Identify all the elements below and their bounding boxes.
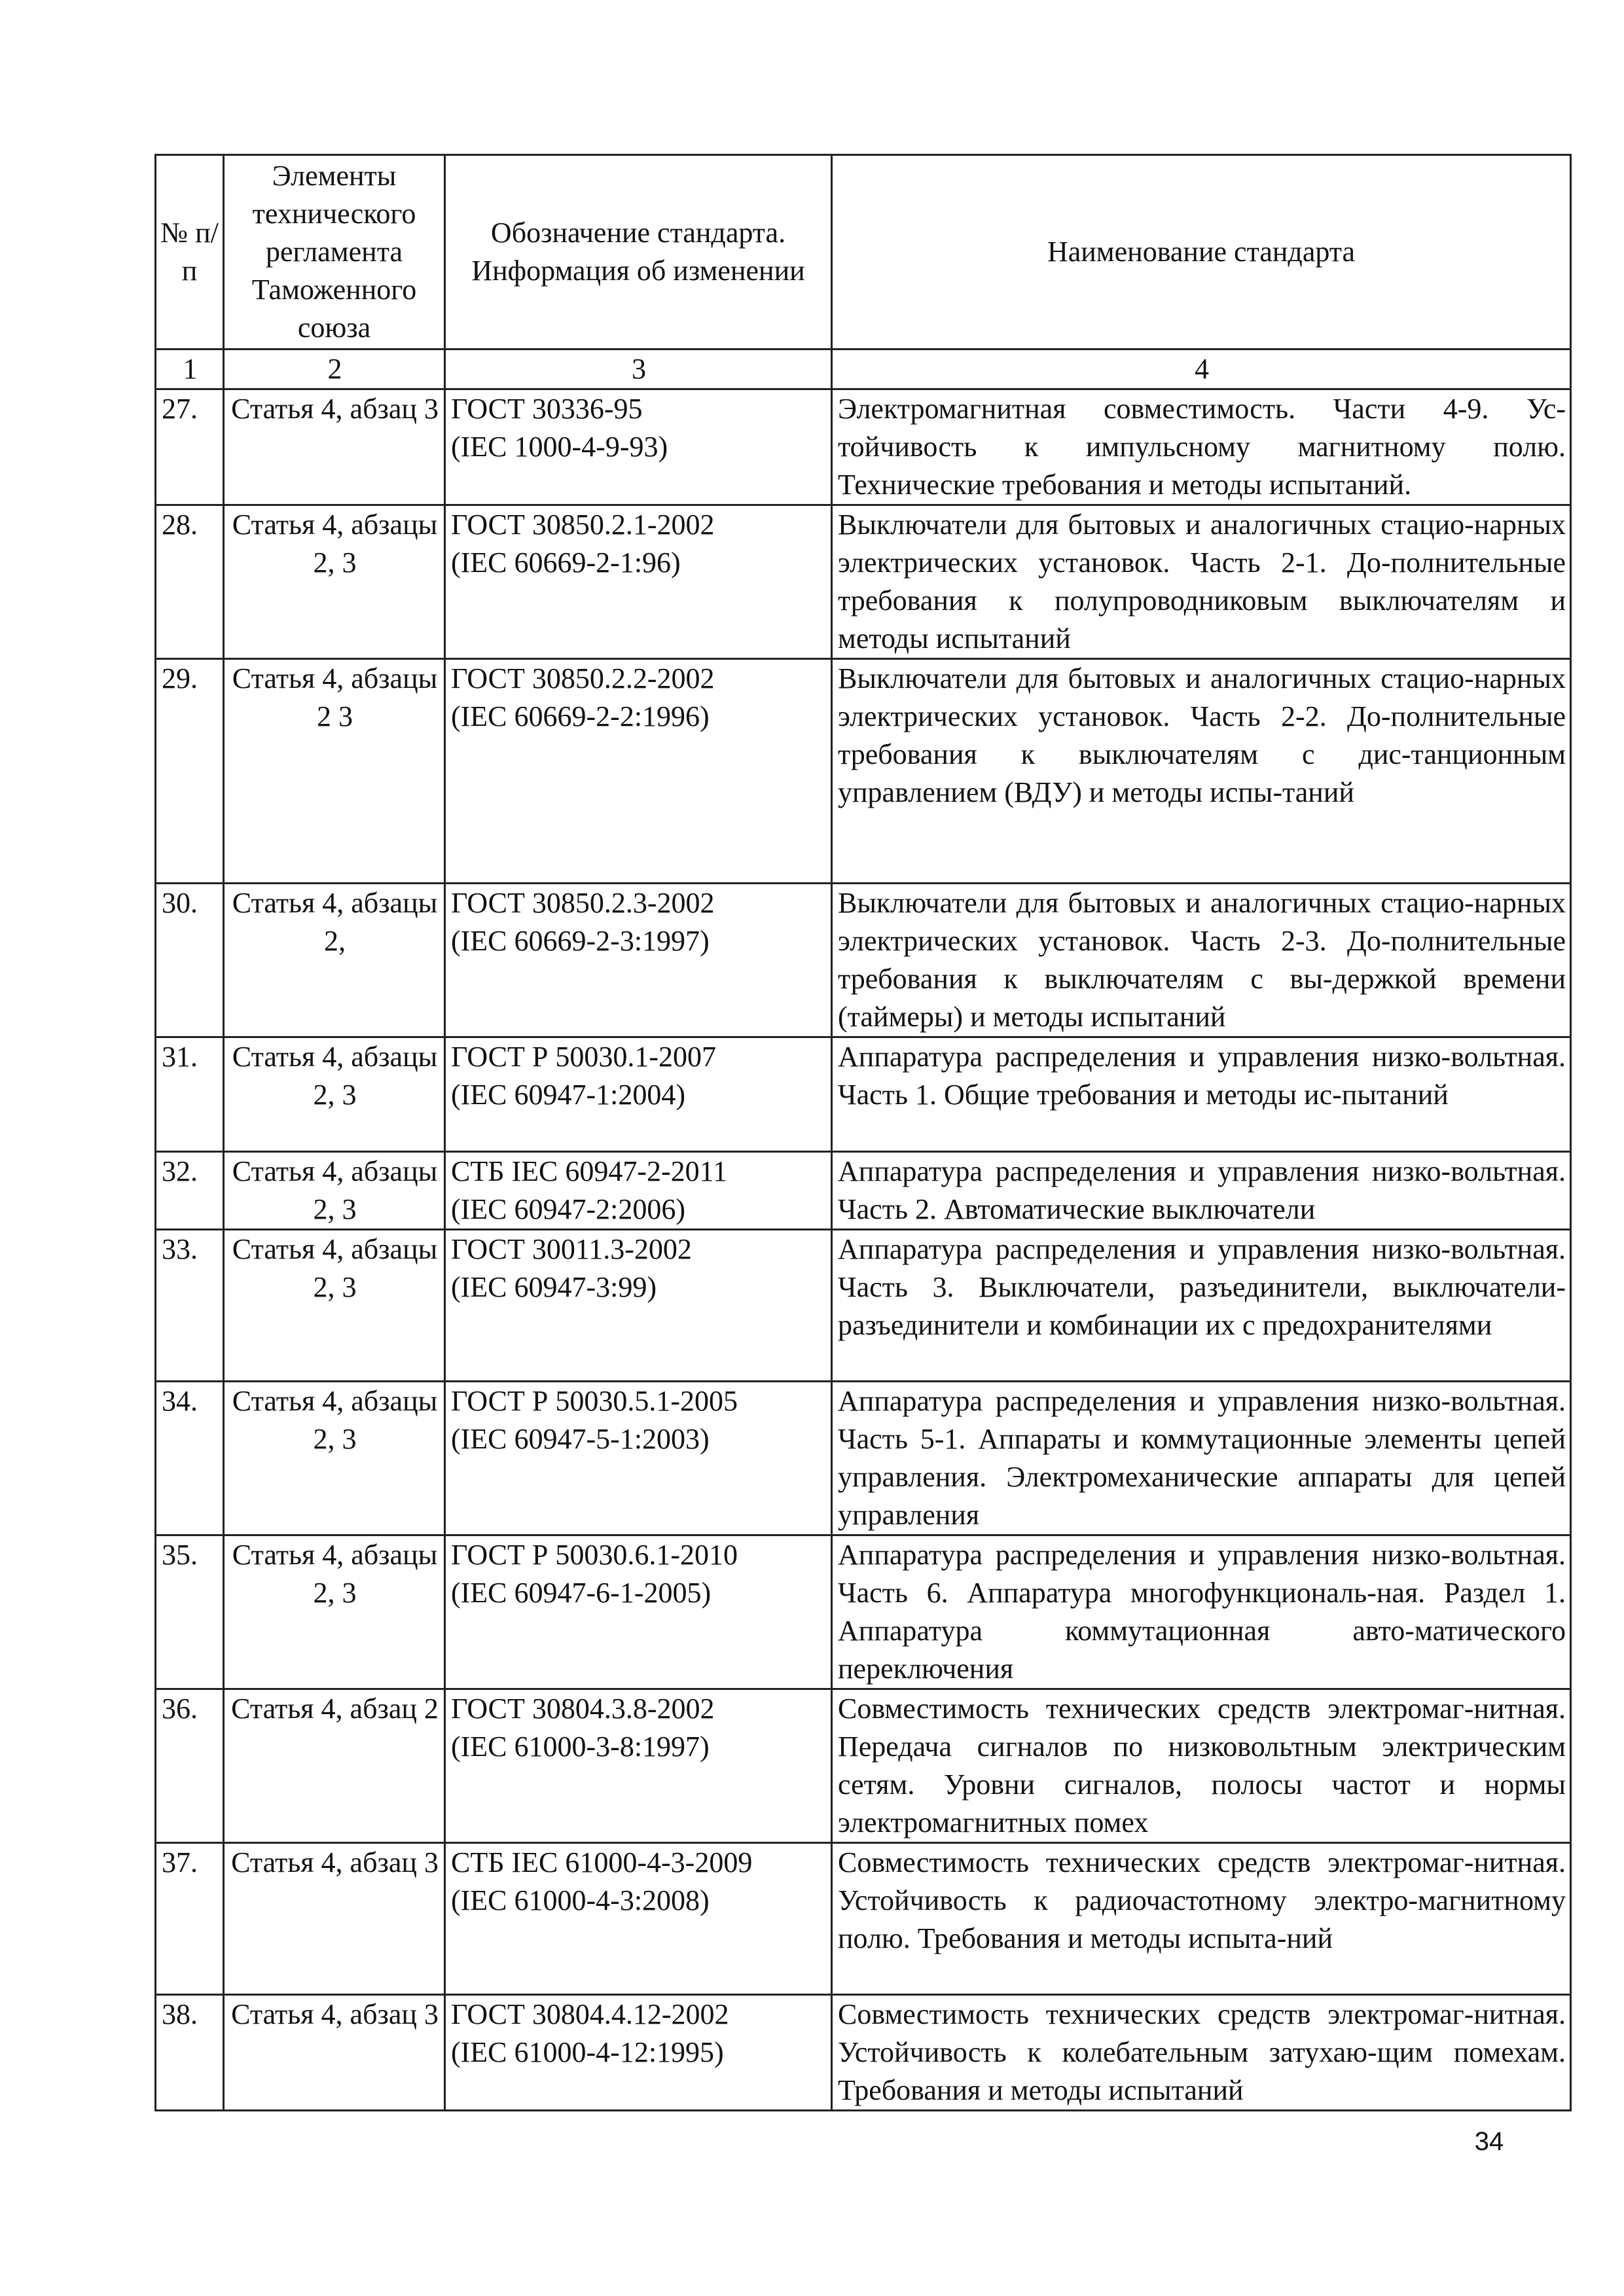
- row-standard: СТБ IEC 61000-4-3-2009 (IEC 61000-4-3:2008): [445, 1843, 832, 1995]
- row-name: Совместимость технических средств электромаг-нитная. Передача сигналов по низковольтным электрическим сетям. Уровни сигналов, полосы частот и нормы электромагнитных помех: [832, 1689, 1571, 1843]
- row-element: Статья 4, абзац 2: [224, 1689, 445, 1843]
- table-row: [156, 1037, 1571, 1152]
- row-element: Статья 4, абзацы 2, 3: [224, 1037, 445, 1152]
- row-element: Статья 4, абзацы 2, 3: [224, 1535, 445, 1689]
- row-number: 35.: [156, 1535, 224, 1689]
- row-number: 37.: [156, 1843, 224, 1995]
- row-element: Статья 4, абзац 3: [224, 1995, 445, 2111]
- row-standard: ГОСТ 30336-95 (IEC 1000-4-9-93): [445, 389, 832, 505]
- column-number: 3: [445, 350, 832, 389]
- row-number: 28.: [156, 505, 224, 659]
- row-standard: ГОСТ 30850.2.2-2002 (IEC 60669-2-2:1996): [445, 659, 832, 884]
- table-row: [156, 1535, 1571, 1689]
- row-element: Статья 4, абзац 3: [224, 1843, 445, 1995]
- header-element: Элементы технического регламента Таможенного союза: [224, 155, 445, 350]
- row-name: Выключатели для бытовых и аналогичных стацио-нарных электрических установок. Часть 2-1. До-полнительные требования к полупроводниковым выключателям и методы испытаний: [832, 505, 1571, 659]
- row-number: 32.: [156, 1152, 224, 1230]
- row-standard: ГОСТ 30804.3.8-2002 (IEC 61000-3-8:1997): [445, 1689, 832, 1843]
- table-row: [156, 884, 1571, 1037]
- row-standard: ГОСТ Р 50030.1-2007 (IEC 60947-1:2004): [445, 1037, 832, 1152]
- row-number: 27.: [156, 389, 224, 505]
- row-element: Статья 4, абзац 3: [224, 389, 445, 505]
- row-standard: ГОСТ Р 50030.6.1-2010 (IEC 60947-6-1-2005): [445, 1535, 832, 1689]
- row-name: Аппаратура распределения и управления низко-вольтная. Часть 3. Выключатели, разъединители, выключатели-разъединители и комбинации их с предохранителями: [832, 1230, 1571, 1382]
- row-number: 29.: [156, 659, 224, 884]
- row-element: Статья 4, абзацы 2, 3: [224, 1230, 445, 1382]
- row-standard: ГОСТ 30850.2.1-2002 (IEC 60669-2-1:96): [445, 505, 832, 659]
- table-row: [156, 1382, 1571, 1535]
- table-row: [156, 1843, 1571, 1995]
- row-element: Статья 4, абзацы 2, 3: [224, 1152, 445, 1230]
- row-element: Статья 4, абзацы 2, 3: [224, 1382, 445, 1535]
- row-standard: ГОСТ Р 50030.5.1-2005 (IEC 60947-5-1:2003): [445, 1382, 832, 1535]
- table-row: [156, 505, 1571, 659]
- row-standard: СТБ IEC 60947-2-2011 (IEC 60947-2:2006): [445, 1152, 832, 1230]
- table-header-row: [156, 155, 1571, 350]
- row-name: Аппаратура распределения и управления низко-вольтная. Часть 6. Аппаратура многофункциональ-ная. Раздел 1. Аппаратура коммутационная авто-матического переключения: [832, 1535, 1571, 1689]
- row-number: 38.: [156, 1995, 224, 2111]
- header-name: Наименование стандарта: [832, 155, 1571, 350]
- page-number: 34: [1474, 2127, 1504, 2156]
- row-name: Аппаратура распределения и управления низко-вольтная. Часть 2. Автоматические выключатели: [832, 1152, 1571, 1230]
- row-name: Выключатели для бытовых и аналогичных стацио-нарных электрических установок. Часть 2-3. До-полнительные требования к выключателям с вы-держкой времени (таймеры) и методы испытаний: [832, 884, 1571, 1037]
- row-number: 33.: [156, 1230, 224, 1382]
- row-standard: ГОСТ 30804.4.12-2002 (IEC 61000-4-12:1995): [445, 1995, 832, 2111]
- standards-table: [154, 154, 1572, 2111]
- table-row: [156, 659, 1571, 884]
- row-name: Совместимость технических средств электромаг-нитная. Устойчивость к радиочастотному электро-магнитному полю. Требования и методы испыта-ний: [832, 1843, 1571, 1995]
- header-num: № п/п: [156, 155, 224, 350]
- row-name: Аппаратура распределения и управления низко-вольтная. Часть 1. Общие требования и методы ис-пытаний: [832, 1037, 1571, 1152]
- column-number: 1: [156, 350, 224, 389]
- table-row: [156, 1995, 1571, 2111]
- row-number: 31.: [156, 1037, 224, 1152]
- table-row: [156, 1152, 1571, 1230]
- row-standard: ГОСТ 30850.2.3-2002 (IEC 60669-2-3:1997): [445, 884, 832, 1037]
- header-standard: Обозначение стандарта. Информация об изменении: [445, 155, 832, 350]
- row-element: Статья 4, абзацы 2,: [224, 884, 445, 1037]
- row-number: 36.: [156, 1689, 224, 1843]
- column-number: 4: [832, 350, 1571, 389]
- column-number-row: [156, 350, 1571, 389]
- row-name: Электромагнитная совместимость. Части 4-9. Ус-тойчивость к импульсному магнитному полю. Технические требования и методы испытаний.: [832, 389, 1571, 505]
- table-row: [156, 1689, 1571, 1843]
- row-number: 30.: [156, 884, 224, 1037]
- row-name: Аппаратура распределения и управления низко-вольтная. Часть 5-1. Аппараты и коммутационные элементы цепей управления. Электромеханические аппараты для цепей управления: [832, 1382, 1571, 1535]
- row-standard: ГОСТ 30011.3-2002 (IEC 60947-3:99): [445, 1230, 832, 1382]
- row-name: Совместимость технических средств электромаг-нитная. Устойчивость к колебательным затухаю-щим помехам. Требования и методы испытаний: [832, 1995, 1571, 2111]
- table-row: [156, 1230, 1571, 1382]
- table-row: [156, 389, 1571, 505]
- column-number: 2: [224, 350, 445, 389]
- row-name: Выключатели для бытовых и аналогичных стацио-нарных электрических установок. Часть 2-2. До-полнительные требования к выключателям с дис-танционным управлением (ВДУ) и методы испы-таний: [832, 659, 1571, 884]
- row-element: Статья 4, абзацы 2, 3: [224, 505, 445, 659]
- row-element: Статья 4, абзацы 2 3: [224, 659, 445, 884]
- row-number: 34.: [156, 1382, 224, 1535]
